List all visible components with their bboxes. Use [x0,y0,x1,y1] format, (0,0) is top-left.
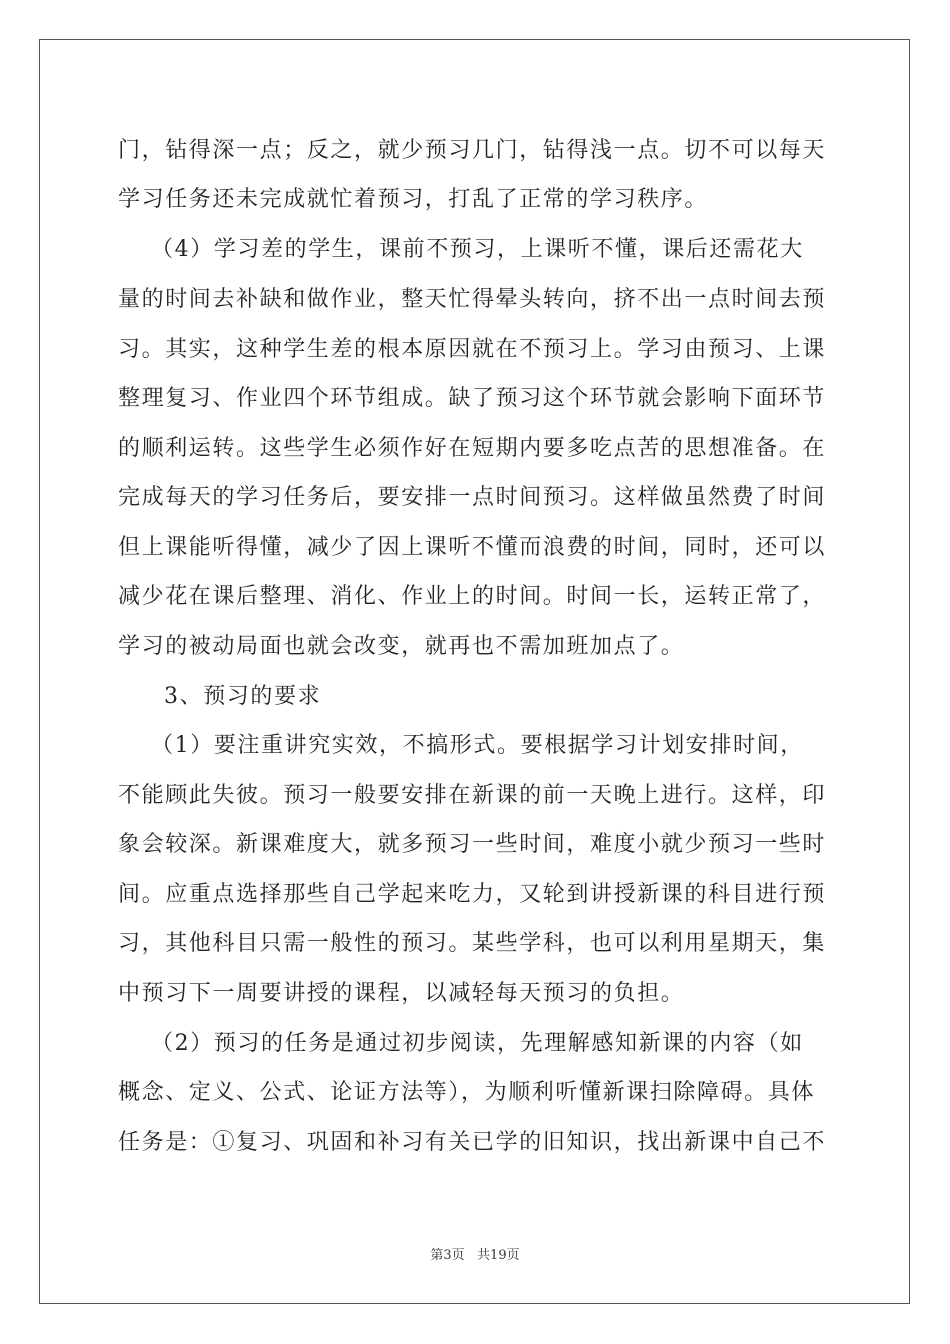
text-line: 习。其实，这种学生差的根本原因就在不预习上。学习由预习、上课 [118,337,827,362]
page-border [39,39,910,1304]
text-line: 学习任务还未完成就忙着预习，打乱了正常的学习秩序。 [118,187,709,212]
text-line: 门，钻得深一点；反之，就少预习几门，钻得浅一点。切不可以每天 [118,138,827,163]
text-line: （4）学习差的学生，课前不预习，上课听不懂，课后还需花大 [151,237,804,262]
text-line: 概念、定义、公式、论证方法等），为顺利听懂新课扫除障碍。具体 [118,1080,816,1105]
text-line: 习，其他科目只需一般性的预习。某些学科，也可以利用星期天，集 [118,931,827,956]
text-line: 中预习下一周要讲授的课程，以减轻每天预习的负担。 [118,981,685,1006]
text-line: 象会较深。新课难度大，就多预习一些时间，难度小就少预习一些时 [118,832,827,857]
text-line: （2）预习的任务是通过初步阅读，先理解感知新课的内容（如 [151,1031,804,1056]
page-footer: 第3页 共19页 [430,1248,520,1263]
text-line: 的顺利运转。这些学生必须作好在短期内要多吃点苦的思想准备。在 [118,436,827,461]
text-line: （1）要注重讲究实效，不搞形式。要根据学习计划安排时间， [151,733,804,758]
section-heading: 3、预习的要求 [164,684,322,709]
text-line: 间。应重点选择那些自己学起来吃力，又轮到讲授新课的科目进行预 [118,882,827,907]
text-line: 不能顾此失彼。预习一般要安排在新课的前一天晚上进行。这样，印 [118,783,827,808]
text-line: 学习的被动局面也就会改变，就再也不需加班加点了。 [118,634,685,659]
text-line: 任务是：①复习、巩固和补习有关已学的旧知识，找出新课中自己不 [118,1130,827,1155]
text-line: 但上课能听得懂，减少了因上课听不懂而浪费的时间，同时，还可以 [118,535,827,560]
text-line: 减少花在课后整理、消化、作业上的时间。时间一长，运转正常了， [118,584,827,609]
text-line: 完成每天的学习任务后，要安排一点时间预习。这样做虽然费了时间 [118,485,827,510]
text-line: 量的时间去补缺和做作业，整天忙得晕头转向，挤不出一点时间去预 [118,287,827,312]
text-line: 整理复习、作业四个环节组成。缺了预习这个环节就会影响下面环节 [118,386,827,411]
